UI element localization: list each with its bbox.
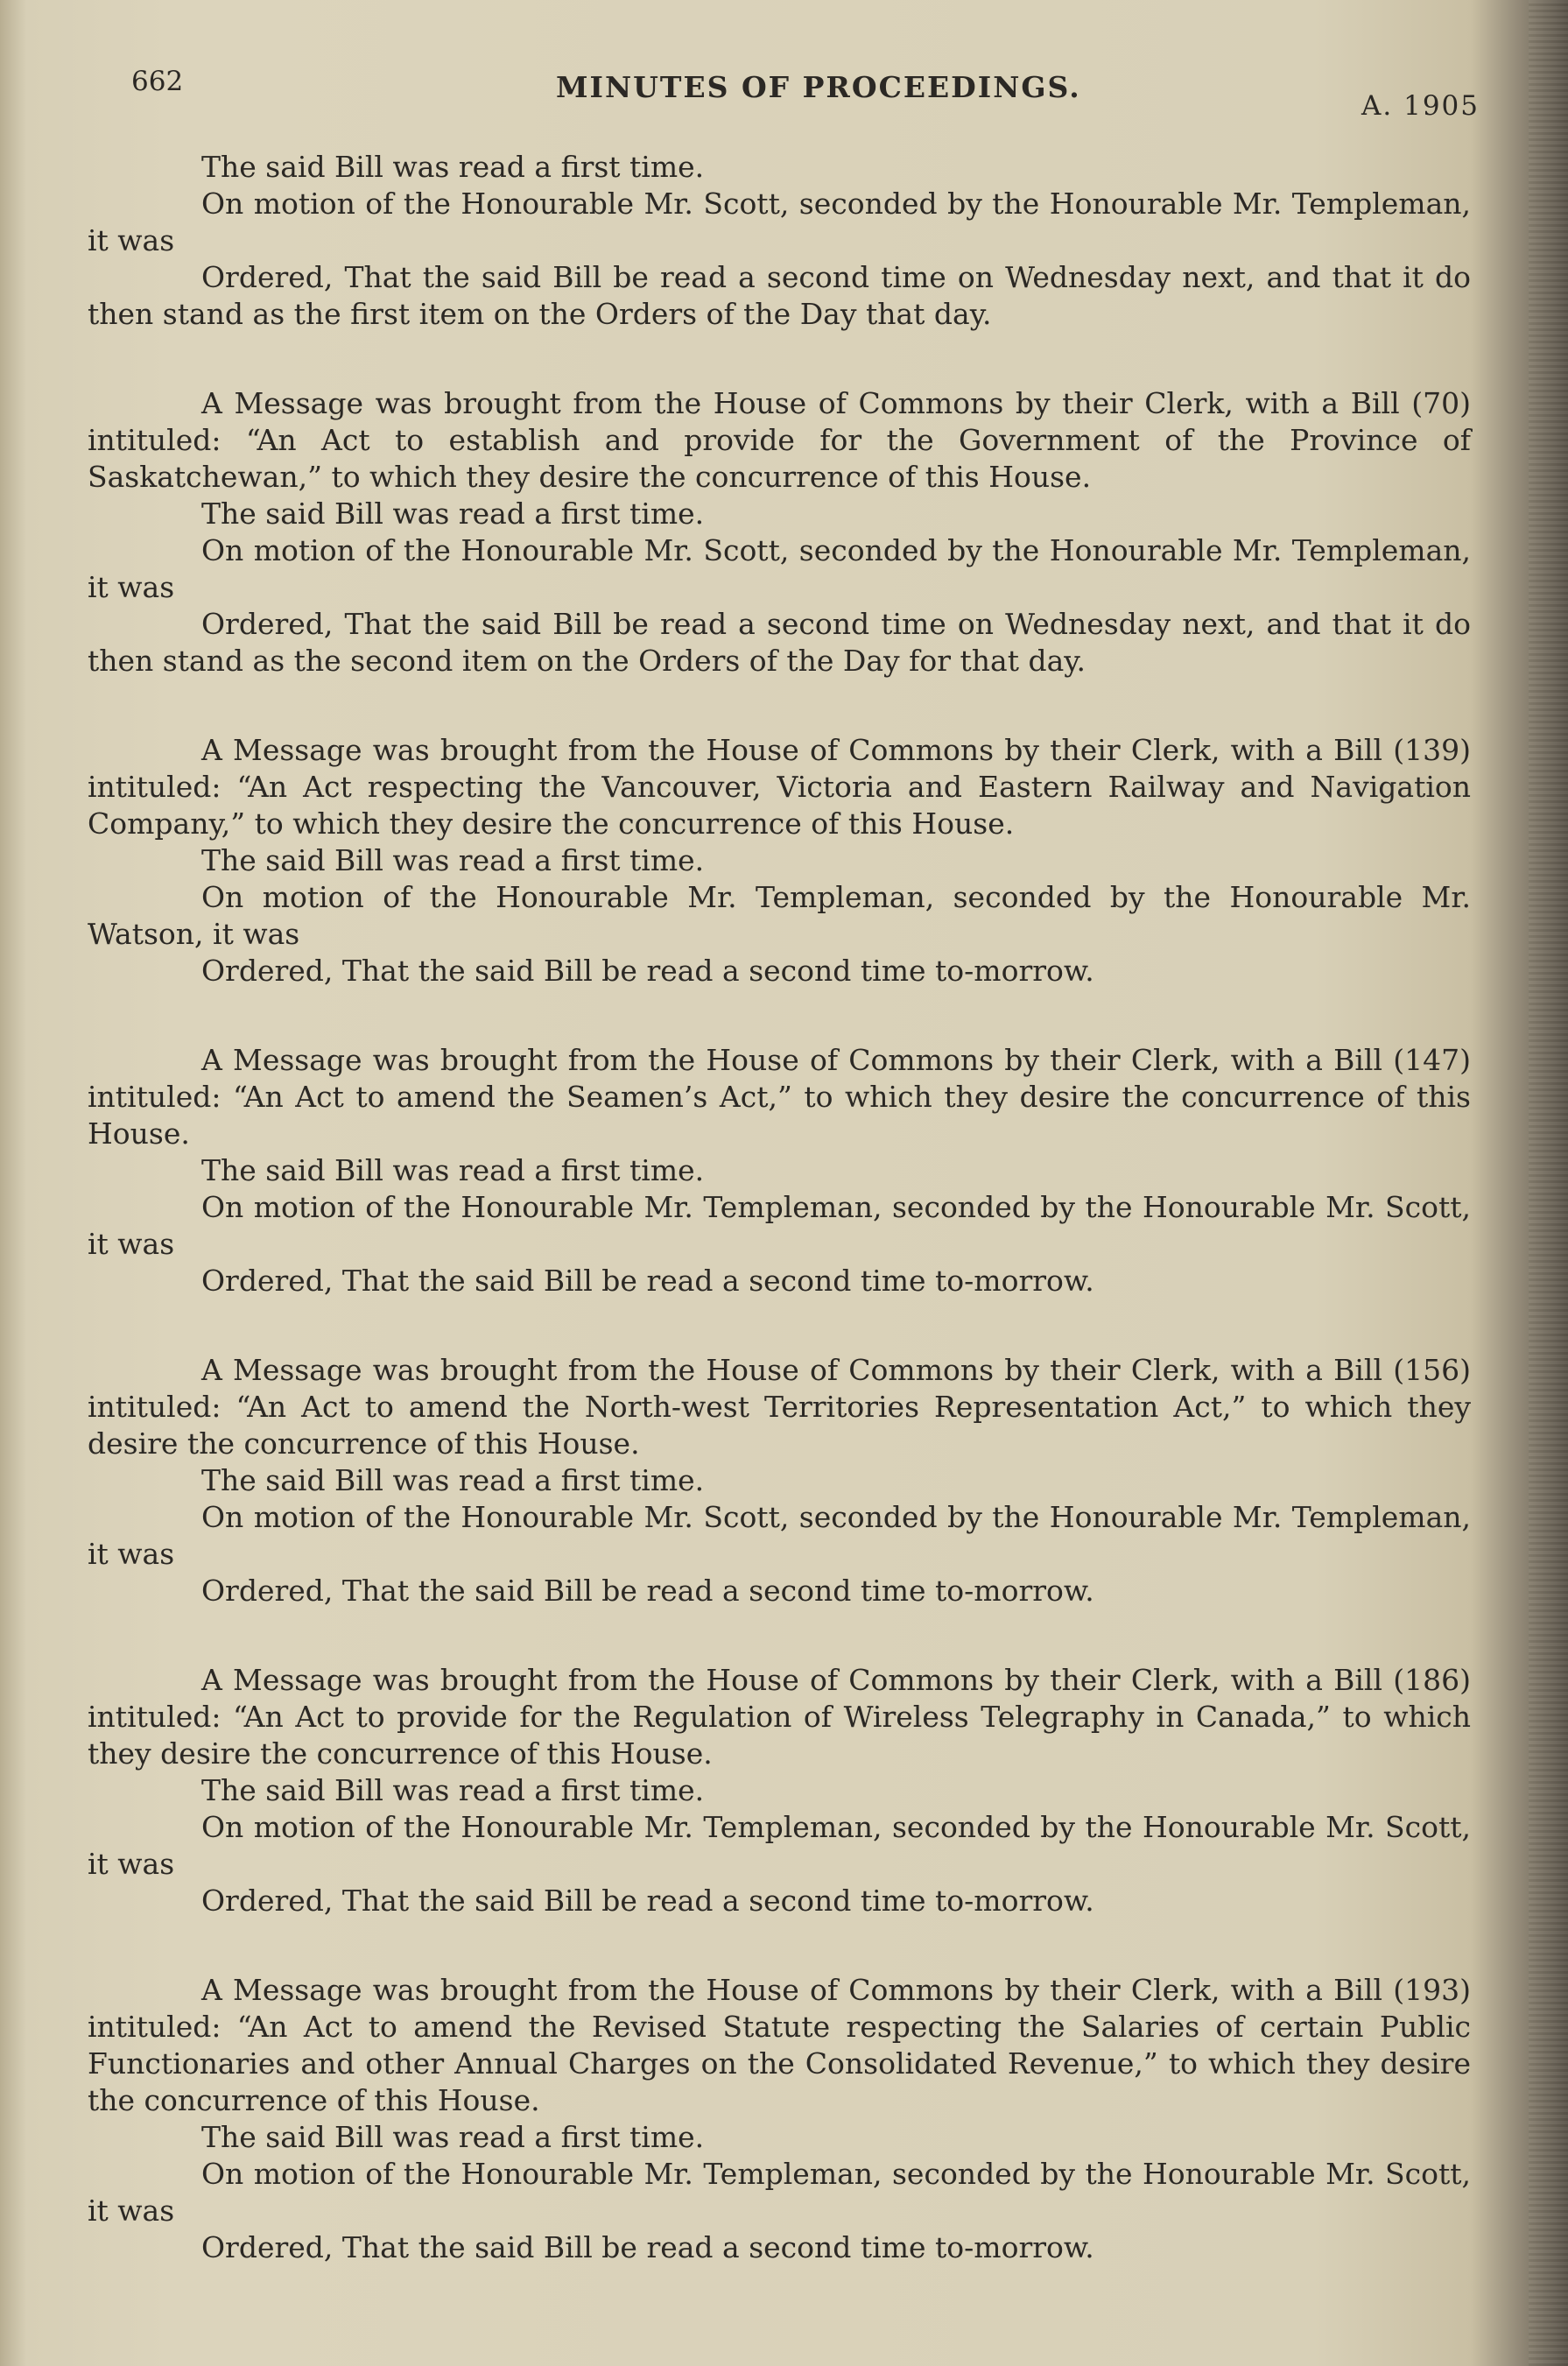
message-text: A Message was brought from the House of Commons by their Clerk, with a Bill (70) intituled: “An Act to establish and provide for the Government of the Province of Saskatchewan,” to which they desire the concurrence of this House. [88, 386, 1471, 494]
session-year: A. 1905 [1361, 90, 1480, 122]
page-number: 662 [131, 66, 184, 97]
entry-bill-147 [88, 1042, 1471, 1299]
motion-text: On motion of the Honourable Mr. Templeman, seconded by the Honourable Mr. Scott, it was [88, 1810, 1471, 1881]
message-text: A Message was brought from the House of Commons by their Clerk, with a Bill (147) intituled: “An Act to amend the Seamen’s Act,” to which they desire the concurrence of this House. [88, 1043, 1471, 1151]
motion-text: On motion of the Honourable Mr. Templeman, seconded by the Honourable Mr. Scott, it was [88, 2157, 1471, 2228]
order-text: Ordered, That the said Bill be read a second time to-morrow. [201, 1884, 1094, 1918]
motion-text: On motion of the Honourable Mr. Scott, seconded by the Honourable Mr. Templeman, it was [88, 533, 1471, 604]
message-text: A Message was brought from the House of Commons by their Clerk, with a Bill (186) intituled: “An Act to provide for the Regulation of Wireless Telegraphy in Canada,” to which they desire the concurrence of this House. [88, 1663, 1471, 1771]
entry-bill-193 [88, 1972, 1471, 2266]
entry-bill-156 [88, 1352, 1471, 1609]
proceedings-body [88, 149, 1471, 2266]
running-title: MINUTES OF PROCEEDINGS. [556, 70, 1081, 104]
entry-continuation [88, 149, 1471, 333]
message-text: A Message was brought from the House of Commons by their Clerk, with a Bill (139) intituled: “An Act respecting the Vancouver, Victoria and Eastern Railway and Navigation Company,” to which they desire the concurrence of this House. [88, 733, 1471, 841]
order-text: Ordered, That the said Bill be read a second time on Wednesday next, and that it do then stand as the first item on the Orders of the Day that day. [88, 260, 1471, 331]
page-header [131, 66, 1480, 122]
motion-text: On motion of the Honourable Mr. Templeman, seconded by the Honourable Mr. Watson, it was [88, 880, 1471, 951]
motion-text: On motion of the Honourable Mr. Templeman, seconded by the Honourable Mr. Scott, it was [88, 1190, 1471, 1261]
message-text: A Message was brought from the House of Commons by their Clerk, with a Bill (156) intituled: “An Act to amend the North-west Territories Representation Act,” to which they desire the concurrence of this House. [88, 1353, 1471, 1461]
first-reading-note: The said Bill was read a first time. [201, 2120, 705, 2154]
order-text: Ordered, That the said Bill be read a second time to-morrow. [201, 1264, 1094, 1298]
first-reading-note: The said Bill was read a first time. [201, 1463, 705, 1497]
first-reading-note: The said Bill was read a first time. [201, 843, 705, 877]
entry-bill-186 [88, 1662, 1471, 1919]
order-text: Ordered, That the said Bill be read a second time on Wednesday next, and that it do then stand as the second item on the Orders of the Day for that day. [88, 607, 1471, 678]
order-text: Ordered, That the said Bill be read a second time to-morrow. [201, 1574, 1094, 1608]
entry-bill-139 [88, 732, 1471, 989]
entry-bill-70 [88, 385, 1471, 680]
first-reading-note: The said Bill was read a first time. [201, 496, 705, 531]
first-reading-note: The said Bill was read a first time. [201, 1153, 705, 1187]
first-reading-note: The said Bill was read a first time. [201, 1773, 705, 1807]
message-text: A Message was brought from the House of Commons by their Clerk, with a Bill (193) intituled: “An Act to amend the Revised Statute respecting the Salaries of certain Public Functionaries and other Annual Charges on the Consolidated Revenue,” to which they desire the concurrence of this House. [88, 1973, 1471, 2117]
first-reading-note: The said Bill was read a first time. [201, 150, 705, 184]
order-text: Ordered, That the said Bill be read a second time to-morrow. [201, 954, 1094, 988]
motion-text: On motion of the Honourable Mr. Scott, seconded by the Honourable Mr. Templeman, it was [88, 1500, 1471, 1571]
order-text: Ordered, That the said Bill be read a second time to-morrow. [201, 2230, 1094, 2264]
motion-text: On motion of the Honourable Mr. Scott, seconded by the Honourable Mr. Templeman, it was [88, 187, 1471, 257]
